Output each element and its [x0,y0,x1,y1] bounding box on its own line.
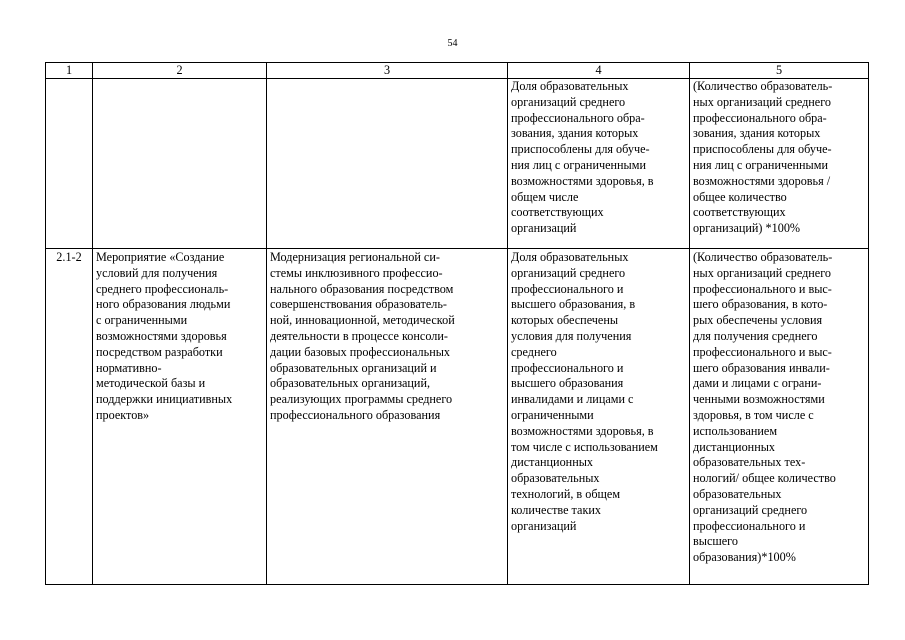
measure-name-cell [93,79,267,249]
header-cell-5: 5 [690,63,869,79]
row-number-cell [46,79,93,249]
measure-name-cell: Мероприятие «Создание условий для получения среднего профессиональ- ного образования людьми с ограниченными возможностями здоровья посредством разработки нормативно- методической базы и поддержки инициативных проектов» [93,249,267,585]
header-cell-1: 1 [46,63,93,79]
page-number: 54 [447,38,458,49]
table-header-row [46,63,869,79]
measure-description-cell [267,79,508,249]
header-cell-2: 2 [93,63,267,79]
formula-cell: (Количество образователь- ных организаций среднего профессионального и выс- шего образования, в кото- рых обеспечены условия для получения среднего профессионального и выс- шего образования инвали- дами и лицами с ограни- ченными возможностями здоровья, в том числе с использованием дистанционных образовательных тех- нологий/ общее количество образовательных организаций среднего профессионального и высшего образования)*100% [690,249,869,585]
row-number-cell: 2.1-2 [46,249,93,585]
formula-cell: (Количество образователь- ных организаций среднего профессионального обра- зования, здания которых приспособлены для обуче- ния лиц с ограниченными возможностями здоровья / общее количество соответствующих организаций) *100% [690,79,869,249]
header-cell-4: 4 [508,63,690,79]
table-row [46,79,869,249]
measures-table [45,62,869,585]
indicator-cell: Доля образовательных организаций среднего профессионального и высшего образования, в которых обеспечены условия для получения среднего профессионального и высшего образования инвалидами и лицами с ограниченными возможностями здоровья, в том числе с использованием дистанционных образовательных технологий, в общем количестве таких организаций [508,249,690,585]
header-cell-3: 3 [267,63,508,79]
measure-description-cell: Модернизация региональной си- стемы инклюзивного профессио- нального образования посредством совершенствования образователь- ной, инновационной, методической деятельности в процессе консоли- дации базовых профессиональных образовательных организаций и образовательных организаций, реализующих программы среднего профессионального образования [267,249,508,585]
indicator-cell: Доля образовательных организаций среднего профессионального обра- зования, здания которых приспособлены для обуче- ния лиц с ограниченными возможностями здоровья, в общем числе соответствующих организаций [508,79,690,249]
table-row [46,249,869,585]
